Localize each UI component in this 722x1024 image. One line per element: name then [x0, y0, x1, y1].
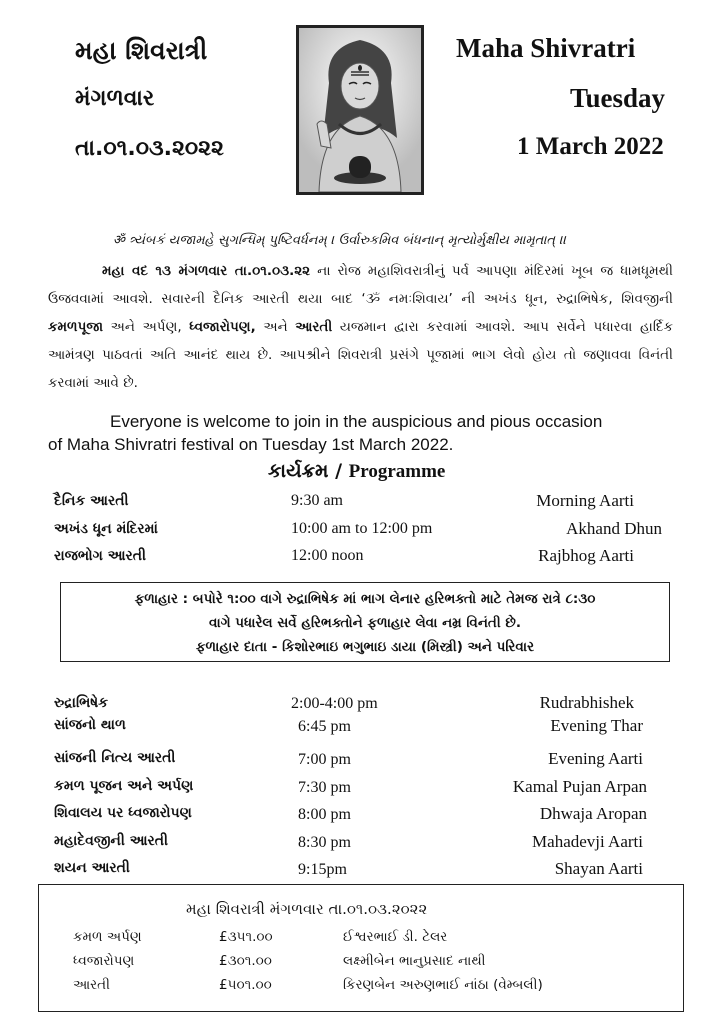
- falahar-line-3: ફળાહાર દાતા - કિશોરભાઇ ભગુભાઇ ડાયા (મિસ્ત્રી) અને પરિવાર: [195, 639, 535, 655]
- programme-row-guj: કમળ પૂજન અને અર્પણ: [54, 778, 194, 794]
- welcome-text: [48, 410, 688, 456]
- donors-box: [38, 884, 684, 1012]
- programme-row-guj: દૈનિક આરતી: [54, 493, 129, 509]
- programme-row-time: 6:45 pm: [298, 718, 351, 735]
- programme-row-time: 8:30 pm: [298, 834, 351, 851]
- paragraph-text: અને: [255, 319, 296, 335]
- programme-row-guj: શિવાલય પર ધ્વજારોપણ: [54, 805, 192, 821]
- programme-row-eng: Dhwaja Aropan: [539, 804, 647, 823]
- falahar-line-2: વાગે પધારેલ સર્વે હરિભક્તોને ફળાહાર લેવા નમ્ર વિનંતી છે.: [209, 615, 521, 631]
- gujarati-date: તા.૦૧.૦૩.૨૦૨૨: [75, 136, 224, 161]
- programme-row-time: 7:30 pm: [298, 779, 351, 796]
- paragraph-date-bold: મહા વદ ૧૩ મંગળવાર તા.૦૧.૦૩.૨૨: [102, 263, 311, 279]
- programme-row-time: 8:00 pm: [298, 806, 351, 823]
- programme-row-time: 7:00 pm: [298, 751, 351, 768]
- donor-item: કમળ અર્પણ: [73, 929, 142, 945]
- donor-amount: £૩૫૧.૦૦: [219, 929, 273, 945]
- paragraph-text: ના રોજ મહાશિવરાત્રીનું પર્વ આપણા મંદિરમાં ખૂબ જ ધામધૂમથી ઉજવવામાં આવશે. સવારની દૈનિક આરતી થયા બાદ ‘ૐ નમઃશિવાય’ ની અખંડ ધૂન, રુદ્રાભિષેક, શિવજીની: [48, 263, 674, 307]
- falahar-box: [60, 582, 670, 662]
- english-title: Maha Shivratri: [456, 33, 636, 63]
- programme-row-eng: Rajbhog Aarti: [538, 546, 634, 565]
- programme-row-eng: Evening Aarti: [548, 749, 643, 768]
- programme-row-time: 9:30 am: [291, 492, 343, 509]
- donor-name: ઈશ્વરભાઈ ડી. ટેલર: [343, 929, 448, 945]
- programme-row-eng: Morning Aarti: [536, 491, 634, 510]
- programme-row-eng: Akhand Dhun: [566, 519, 662, 538]
- gujarati-title: મહા શિવરાત્રી: [75, 36, 208, 65]
- paragraph-kamalpuja: કમળપૂજા: [48, 319, 104, 335]
- programme-row-guj: રાજભોગ આરતી: [54, 548, 147, 564]
- falahar-line-1: ફળાહાર : બપોરે ૧:૦૦ વાગે રુદ્રાભિષેક માં ભાગ લેનાર હરિભક્તો માટે તેમજ રાત્રે ૮:૩૦: [134, 591, 596, 607]
- programme-row-eng: Rudrabhishek: [539, 693, 634, 712]
- programme-heading-english: Programme: [348, 461, 446, 482]
- donor-item: આરતી: [73, 977, 110, 993]
- programme-heading: [268, 460, 445, 483]
- programme-row-eng: Mahadevji Aarti: [532, 832, 643, 851]
- welcome-line-1: Everyone is welcome to join in the auspicious and pious occasion: [110, 412, 603, 431]
- paragraph-text: યજમાન દ્વારા કરવામાં આવશે. આપ સર્વેને પધારવા હાર્દિક આમંત્રણ પાઠવતાં અતિ આનંદ થાય છે. આપશ્રીને શિવરાત્રી પ્રસંગે પૂજામાં ભાગ લેવો હોય તો જણાવવા વિનંતી કરવામાં આવે છે.: [48, 319, 673, 391]
- programme-row-guj: સાંજની નિત્ય આરતી: [54, 750, 176, 766]
- english-date: 1 March 2022: [517, 133, 664, 160]
- programme-row-guj: શયન આરતી: [54, 860, 130, 876]
- programme-row-time: 12:00 noon: [291, 547, 364, 564]
- donor-name: કિરણબેન અરુણભાઈ નાંઠા (વેમ્બલી): [343, 977, 543, 993]
- paragraph-dhwajaropan: ધ્વજારોપણ,: [189, 319, 256, 335]
- programme-row-eng: Shayan Aarti: [554, 859, 643, 878]
- programme-row-time: 2:00-4:00 pm: [291, 695, 378, 712]
- donor-item: ધ્વજારોપણ: [73, 953, 135, 969]
- paragraph-aarti: આરતી: [295, 319, 333, 335]
- announcement-paragraph: [48, 257, 673, 397]
- english-day: Tuesday: [570, 83, 666, 113]
- gujarati-day: મંગળવાર: [75, 86, 155, 111]
- donor-name: લક્ષ્મીબેન ભાનુપ્રસાદ નાથી: [343, 953, 486, 969]
- donor-amount: £૩૦૧.૦૦: [219, 953, 272, 969]
- mantra-line: ॐ ત્ર્યંબકં યજામહે સુગન્ધિમ્ પુષ્ટિવર્ધનમ્ । ઉર્વારુકમિવ બંધનાન્ મૃત્યોર્મુક્ષીય મામૃતાત્ ।।: [113, 233, 567, 248]
- paragraph-text: અને અર્પણ,: [103, 319, 190, 335]
- programme-row-guj: મહાદેવજીની આરતી: [54, 833, 169, 849]
- shiva-image: [296, 25, 424, 195]
- donors-heading: મહા શિવરાત્રી મંગળવાર તા.૦૧.૦૩.૨૦૨૨: [186, 900, 428, 918]
- programme-row-eng: Kamal Pujan Arpan: [512, 777, 647, 796]
- programme-row-guj: અખંડ ધૂન મંદિરમાં: [54, 521, 158, 537]
- welcome-line-2: of Maha Shivratri festival on Tuesday 1st March 2022.: [48, 435, 454, 454]
- programme-heading-gujarati: કાર્યક્રમ /: [268, 460, 349, 482]
- programme-row-guj: સાંજનો થાળ: [54, 717, 126, 733]
- programme-row-guj: રુદ્રાભિષેક: [54, 695, 109, 711]
- programme-row-eng: Evening Thar: [550, 716, 643, 735]
- donor-amount: £૫૦૧.૦૦: [219, 977, 272, 993]
- programme-row-time: 10:00 am to 12:00 pm: [291, 520, 433, 537]
- programme-row-time: 9:15pm: [298, 861, 347, 878]
